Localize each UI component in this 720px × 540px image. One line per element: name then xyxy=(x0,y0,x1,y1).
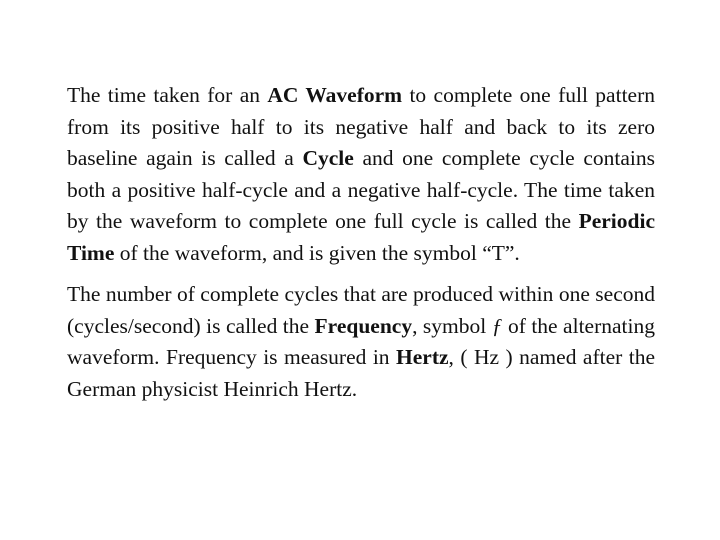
frequency-symbol: ƒ xyxy=(491,313,503,338)
text-run: The number of complete cycles that are produced within one second (cycles/second) is called the xyxy=(67,282,655,338)
text-run: to complete one full pattern from its positive half to its negative half and back to its zero baseline again is called a xyxy=(67,83,655,170)
term-cycle: Cycle xyxy=(302,146,354,170)
term-hertz: Hertz xyxy=(396,345,449,369)
text-run: of the alternating waveform. Frequency is measured in xyxy=(67,313,655,369)
text-run: and one complete cycle contains both a positive half-cycle and a negative half-cycle. The time taken by the waveform to complete one full cycle is called the xyxy=(67,146,655,233)
paragraph-frequency-definition xyxy=(67,279,655,405)
term-periodic-time: Periodic Time xyxy=(67,209,655,265)
text-block xyxy=(67,80,655,405)
text-run: , ( Hz ) named after the German physicist Heinrich Hertz. xyxy=(67,345,656,401)
term-ac-waveform: AC Waveform xyxy=(267,83,403,107)
paragraph-cycle-definition xyxy=(67,80,655,269)
text-run: , symbol xyxy=(412,313,492,338)
text-run: of the waveform, and is given the symbol “T”. xyxy=(114,240,520,265)
text-run: The time taken for an xyxy=(67,83,268,107)
term-frequency: Frequency xyxy=(314,313,413,338)
